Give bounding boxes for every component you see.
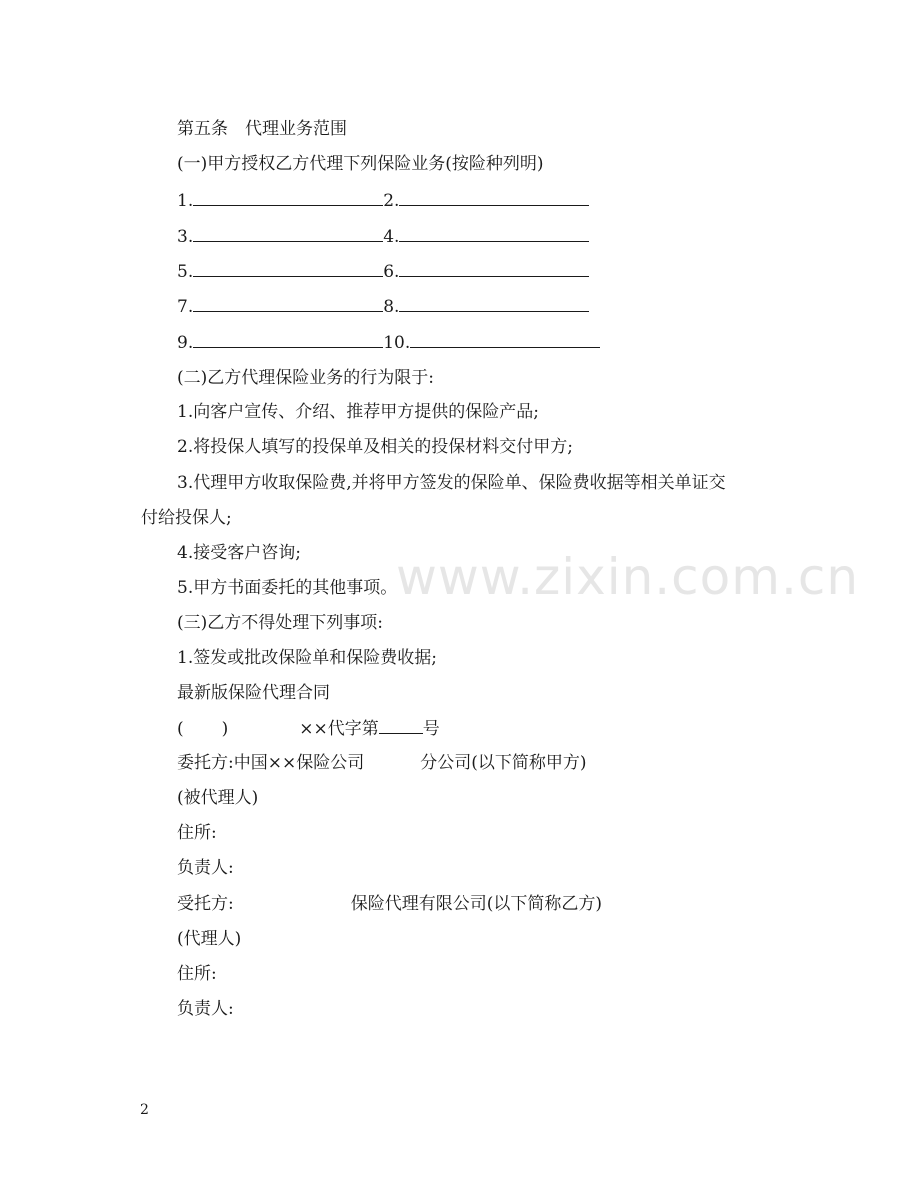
agent-company: 保险代理有限公司(以下简称乙方): [350, 894, 602, 914]
paragraph: 1.签发或批改保险单和保险费收据;: [177, 648, 437, 668]
watermark: www.zixin.com.cn: [396, 548, 860, 606]
blank-line: [410, 331, 600, 348]
item-number: 2.: [383, 191, 400, 211]
item-number: 6.: [383, 262, 400, 282]
blank-line: [193, 225, 383, 242]
paragraph: 4.接受客户咨询;: [177, 543, 301, 563]
section-two-heading: (二)乙方代理保险业务的行为限于:: [177, 368, 434, 388]
contract-title: 最新版保险代理合同: [177, 683, 330, 703]
blank-line: [379, 717, 423, 734]
section-one-heading: (一)甲方授权乙方代理下列保险业务(按险种列明): [177, 154, 544, 174]
agent-role: (代理人): [177, 929, 242, 949]
item-number: 1.: [177, 191, 194, 211]
paragraph: 3.代理甲方收取保险费,并将甲方签发的保险单、保险费收据等相关单证交: [177, 473, 726, 493]
bracket-open: (: [177, 719, 184, 739]
blank-line: [193, 189, 383, 206]
principal-label: 委托方:中国××保险公司: [177, 753, 365, 773]
paragraph: 5.甲方书面委托的其他事项。: [177, 578, 398, 598]
agent-label: 受托方:: [177, 894, 234, 914]
principal-line: [177, 752, 586, 774]
paragraph-continuation: 付给投保人;: [141, 508, 232, 528]
item-number: 10.: [383, 333, 411, 353]
bracket-close: ): [221, 719, 229, 739]
contract-number-label: ××代字第: [299, 719, 379, 739]
blank-line: [399, 189, 589, 206]
item-number: 4.: [383, 227, 400, 247]
article-heading: 第五条 代理业务范围: [177, 119, 347, 139]
agent-address: 住所:: [177, 964, 217, 984]
principal-representative: 负责人:: [177, 858, 234, 878]
blank-line: [193, 260, 383, 277]
blank-row-5-6: [177, 260, 589, 283]
principal-address: 住所:: [177, 823, 217, 843]
item-number: 3.: [177, 227, 194, 247]
blank-line: [399, 225, 589, 242]
item-number: 5.: [177, 262, 194, 282]
agent-representative: 负责人:: [177, 999, 234, 1019]
principal-branch: 分公司(以下简称甲方): [420, 753, 587, 773]
principal-role: (被代理人): [177, 788, 259, 808]
item-number: 7.: [177, 297, 194, 317]
contract-number-suffix: 号: [422, 719, 440, 739]
blank-row-3-4: [177, 225, 589, 248]
item-number: 8.: [383, 297, 400, 317]
section-three-heading: (三)乙方不得处理下列事项:: [177, 613, 383, 633]
blank-line: [399, 295, 589, 312]
blank-line: [193, 295, 383, 312]
blank-row-9-10: [177, 331, 600, 354]
blank-row-1-2: [177, 189, 589, 212]
contract-number-line: [177, 717, 440, 740]
blank-line: [399, 260, 589, 277]
agent-line: [177, 893, 602, 915]
paragraph: 2.将投保人填写的投保单及相关的投保材料交付甲方;: [177, 437, 573, 457]
blank-line: [193, 331, 383, 348]
paragraph: 1.向客户宣传、介绍、推荐甲方提供的保险产品;: [177, 402, 539, 422]
blank-row-7-8: [177, 295, 589, 318]
page-number: 2: [140, 1102, 149, 1118]
item-number: 9.: [177, 333, 194, 353]
